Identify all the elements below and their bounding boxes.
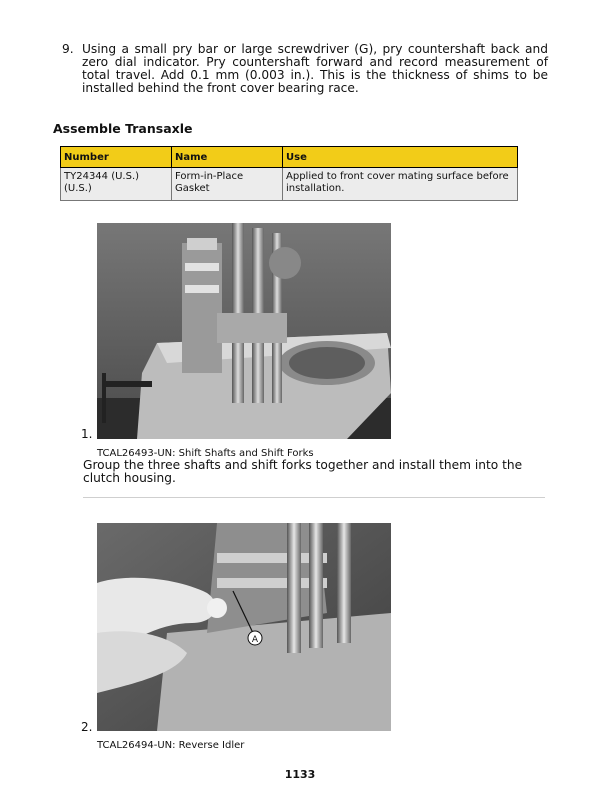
figure-1-caption: TCAL26493-UN: Shift Shafts and Shift Forks: [97, 448, 314, 459]
cell-use: Applied to front cover mating surface before installation.: [283, 168, 518, 201]
callout-a: A: [251, 635, 259, 645]
table-row: [61, 168, 518, 201]
page-number: 1133: [284, 768, 316, 781]
figure-2-caption: TCAL26494-UN: Reverse Idler: [97, 740, 245, 751]
reverse-idler-photo: [97, 523, 391, 731]
figure-1-number: 1.: [81, 427, 93, 441]
cell-name: Form-in-Place Gasket: [172, 168, 283, 201]
transaxle-illustration-2: [97, 523, 391, 731]
tool-table-header-row: [61, 147, 518, 168]
step-9-number: 9.: [62, 42, 74, 56]
section-heading: Assemble Transaxle: [53, 121, 193, 136]
shift-shafts-photo: [97, 223, 391, 439]
figure-2-number: 2.: [81, 720, 93, 734]
column-header-name: Name: [172, 147, 283, 168]
cell-number: TY24344 (U.S.) (U.S.): [61, 168, 172, 201]
step-9-text: Using a small pry bar or large screwdriver (G), pry countershaft back and zero dial indicator. Pry countershaft forward and record measurement of total travel. Add 0.1 mm (0.003 in.). This is the thickness of shims to be installed behind the front cover bearing race.: [82, 42, 548, 95]
tool-table: [60, 146, 518, 201]
column-header-use: Use: [283, 147, 518, 168]
divider: [83, 497, 545, 498]
transaxle-illustration-1: [97, 223, 391, 439]
column-header-number: Number: [61, 147, 172, 168]
step-9: [62, 43, 548, 95]
figure-1-instruction: Group the three shafts and shift forks together and install them into the clutch housing.: [83, 458, 523, 485]
